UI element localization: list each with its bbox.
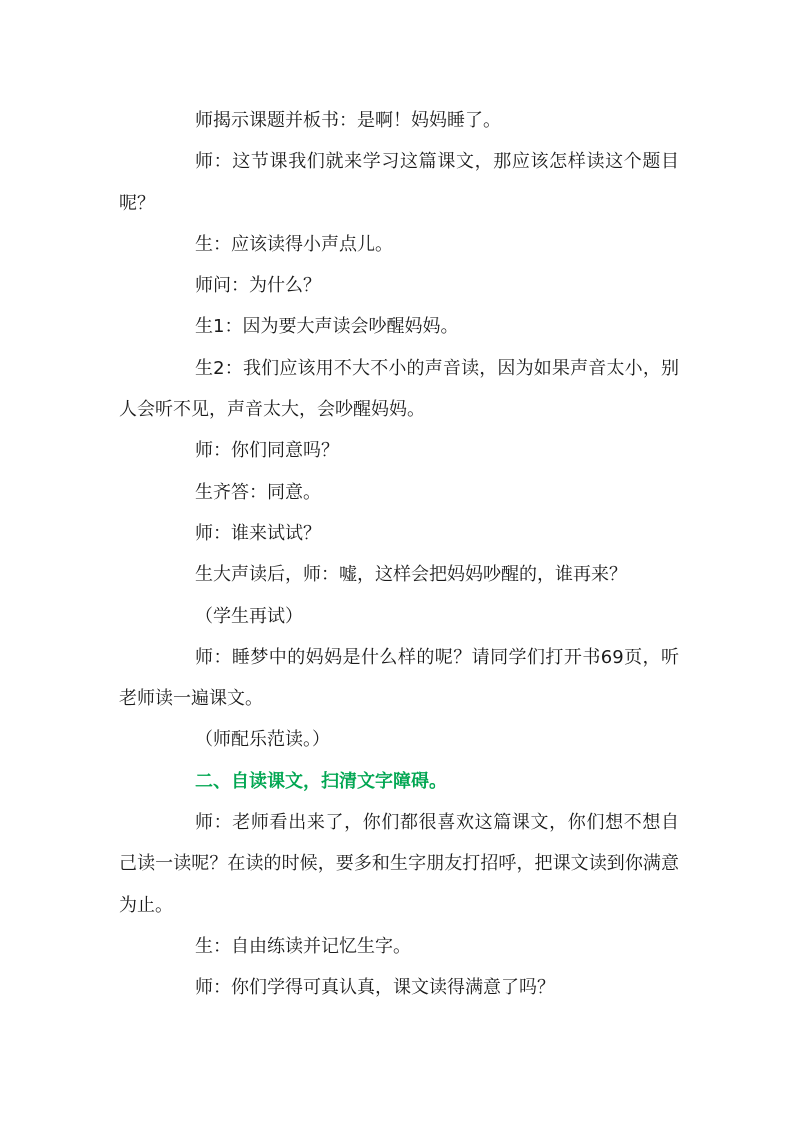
paragraph-17: 师：你们学得可真认真，课文读得满意了吗？: [195, 977, 555, 999]
paragraph-8: 生齐答：同意。: [195, 481, 321, 503]
paragraph-5: 生1：因为要大声读会吵醒妈妈。: [195, 316, 459, 338]
paragraph-6: 生2：我们应该用不大不小的声音读，因为如果声音太小，别人会听不见，声音太大，会吵醒妈妈。: [119, 357, 679, 421]
paragraph-16: 生：自由练读并记忆生字。: [195, 935, 411, 957]
paragraph-1: 师揭示课题并板书：是啊！妈妈睡了。: [195, 110, 501, 131]
paragraph-7: 师：你们同意吗？: [195, 440, 339, 462]
document-body: [119, 100, 679, 1009]
paragraph-9: 师：谁来试试？: [195, 522, 321, 544]
paragraph-12: 师：睡梦中的妈妈是什么样的呢？请同学们打开书69页，听老师读一遍课文。: [119, 646, 679, 710]
paragraph-10: 生大声读后，师：嘘，这样会把妈妈吵醒的，谁再来？: [195, 564, 627, 586]
paragraph-4: 师问：为什么？: [195, 275, 321, 297]
paragraph-11: （学生再试）: [195, 605, 303, 627]
paragraph-13: （师配乐范读。）: [195, 729, 330, 751]
section-heading: 二、自读课文，扫清文字障碍。: [195, 770, 447, 792]
paragraph-15: 师：老师看出来了，你们都很喜欢这篇课文，你们想不想自己读一读呢？在读的时候，要多和生字朋友打招呼，把课文读到你满意为止。: [119, 812, 679, 916]
paragraph-2: 师：这节课我们就来学习这篇课文，那应该怎样读这个题目呢？: [119, 151, 679, 214]
paragraph-3: 生：应该读得小声点儿。: [195, 233, 393, 255]
